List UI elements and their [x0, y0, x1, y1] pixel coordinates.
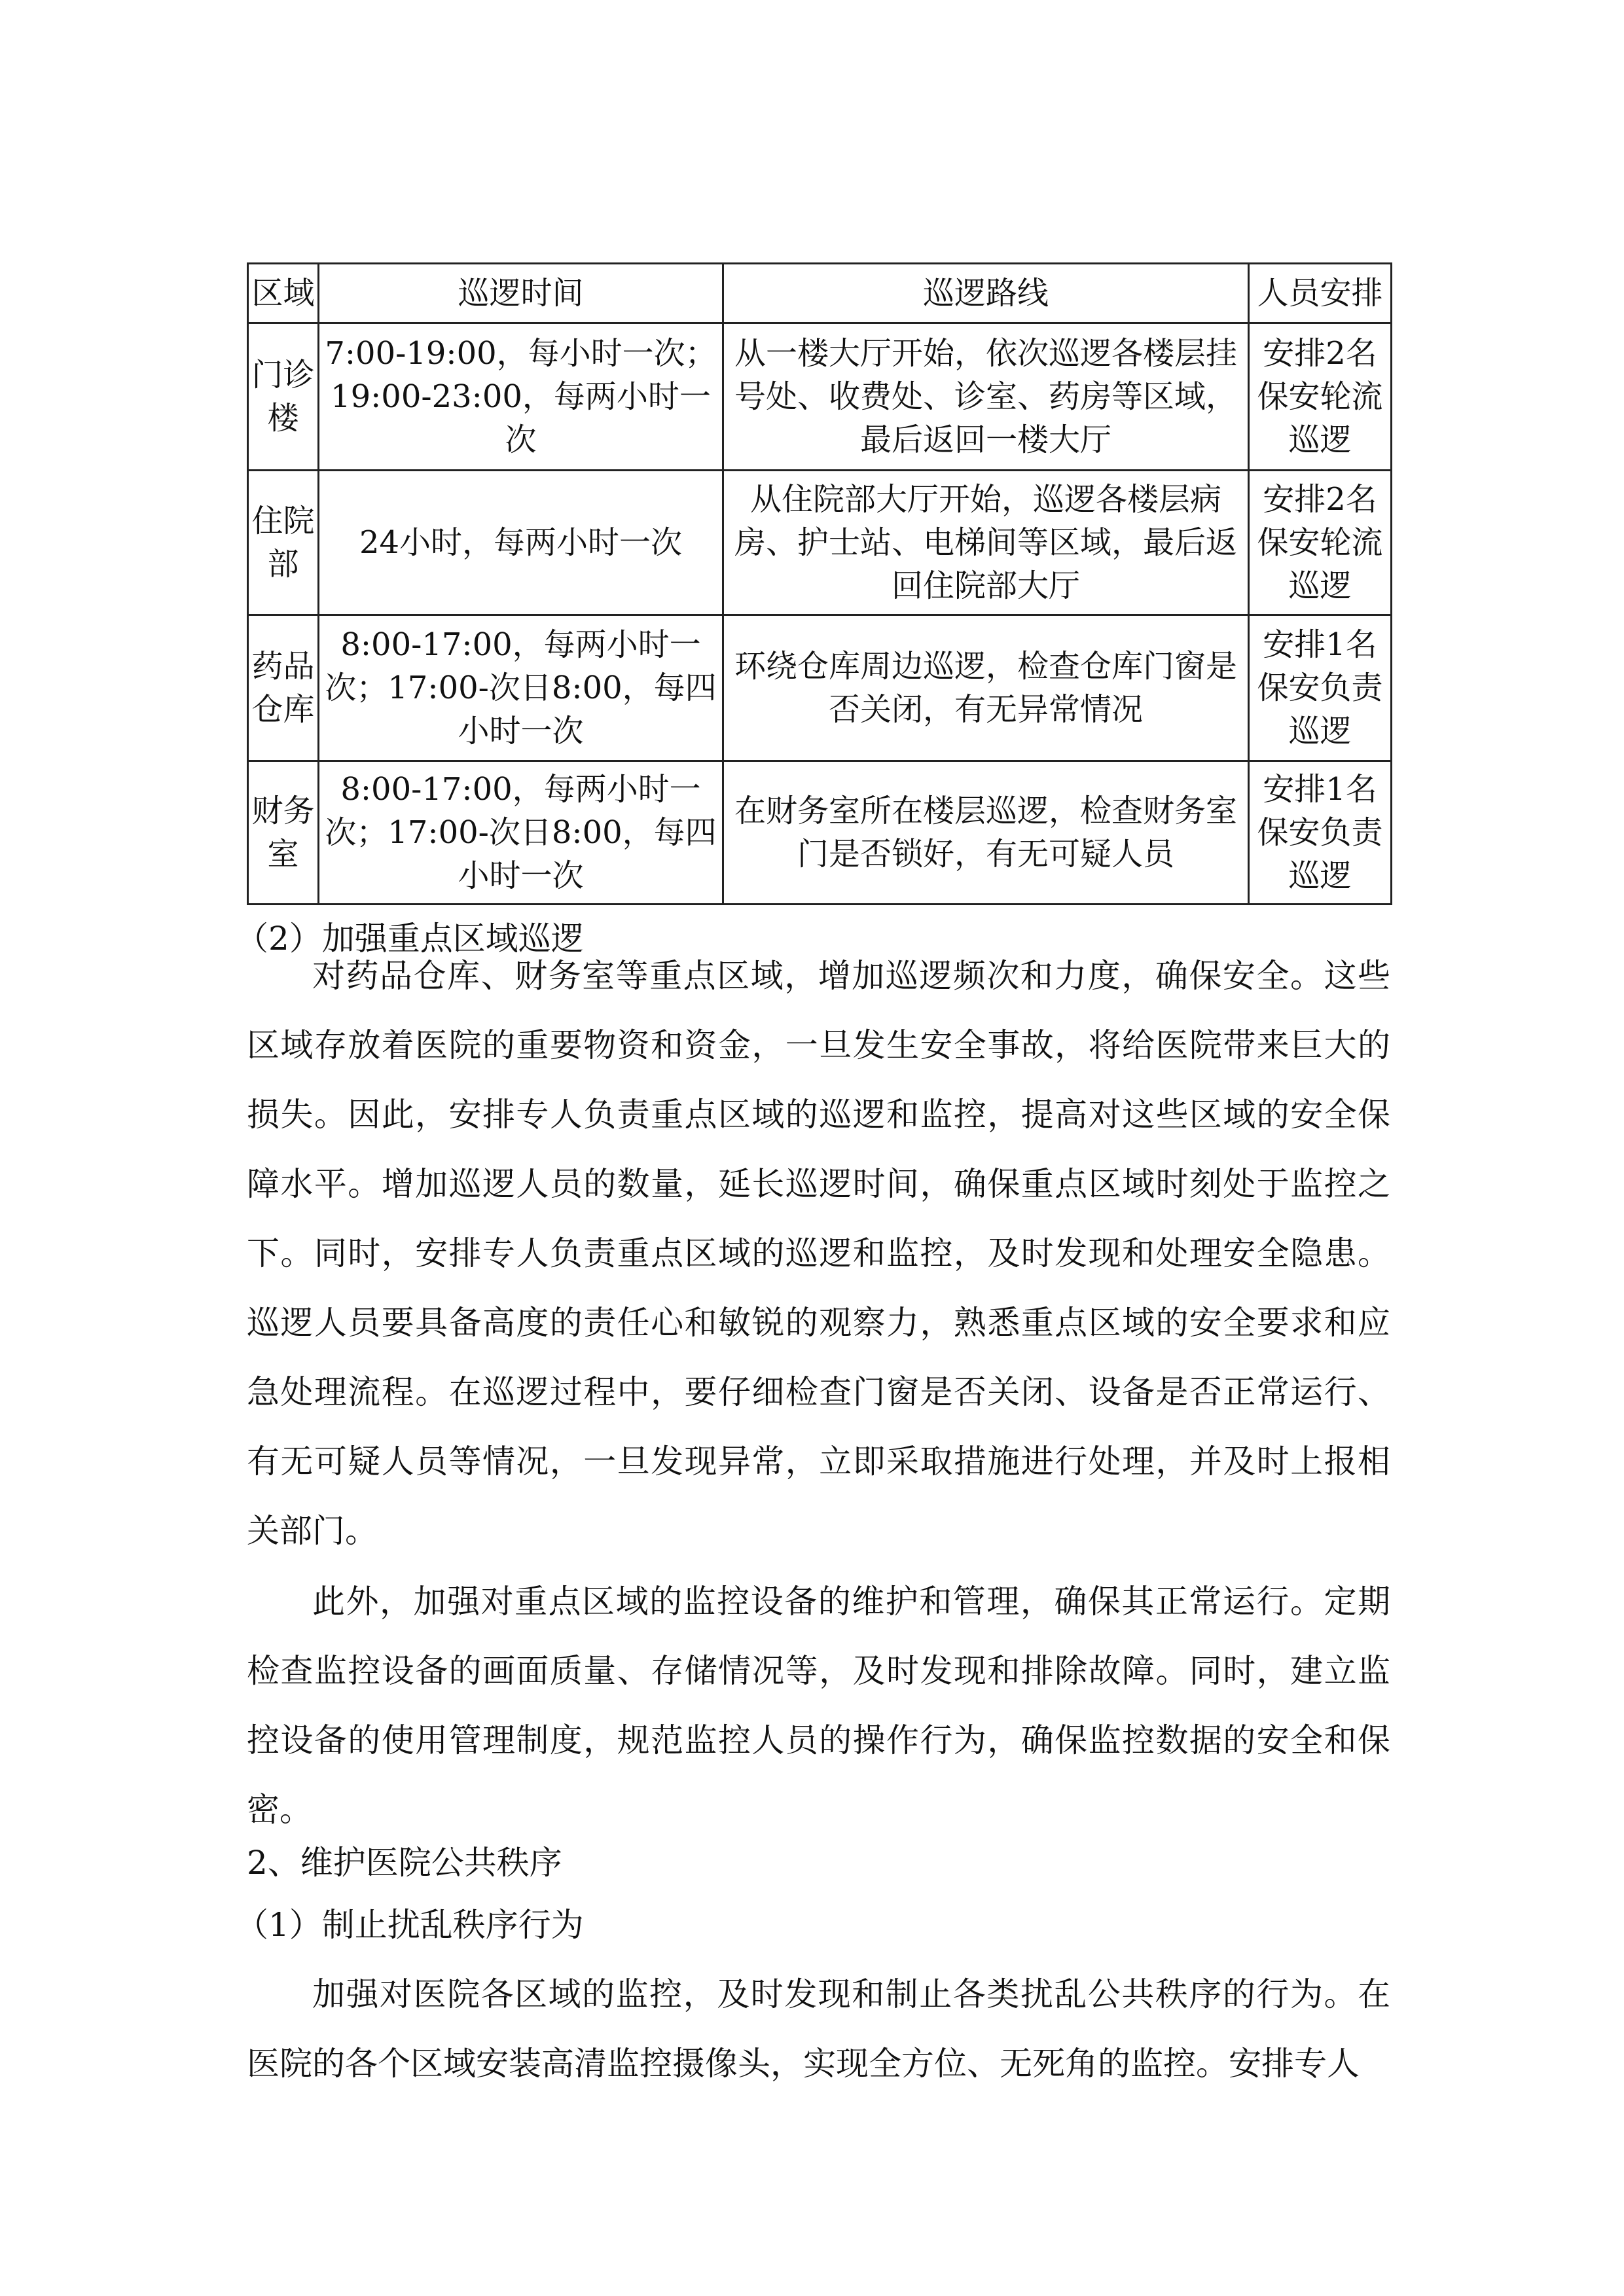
- table-cell: 门诊楼: [248, 323, 319, 471]
- table-cell: 安排1名保安负责巡逻: [1249, 761, 1392, 905]
- table-cell: 7:00-19:00，每小时一次；19:00-23:00，每两小时一次: [319, 323, 723, 471]
- table-row: [248, 615, 1392, 761]
- paragraph: 加强对医院各区域的监控，及时发现和制止各类扰乱公共秩序的行为。在医院的各个区域安装高清监控摄像头，实现全方位、无死角的监控。安排专人: [247, 1975, 1390, 2083]
- section-heading: 2、维护医院公共秩序: [247, 1844, 562, 1882]
- table-header-row: [248, 264, 1392, 323]
- table-cell: 财务室: [248, 761, 319, 905]
- paragraph: 此外，加强对重点区域的监控设备的维护和管理，确保其正常运行。定期检查监控设备的画面质量、存储情况等，及时发现和排除故障。同时，建立监控设备的使用管理制度，规范监控人员的操作行为，确保监控数据的安全和保密。: [247, 1583, 1390, 1829]
- header-cell: 区域: [248, 264, 319, 323]
- subheading: （1）制止扰乱秩序行为: [236, 1906, 584, 1944]
- header-cell: 巡逻路线: [723, 264, 1249, 323]
- table-row: [248, 323, 1392, 471]
- table-cell: 从住院部大厅开始，巡逻各楼层病房、护士站、电梯间等区域，最后返回住院部大厅: [723, 471, 1249, 615]
- table-cell: 环绕仓库周边巡逻，检查仓库门窗是否关闭，有无异常情况: [723, 615, 1249, 761]
- table-cell: 8:00-17:00，每两小时一次；17:00-次日8:00，每四小时一次: [319, 761, 723, 905]
- table-cell: 安排2名保安轮流巡逻: [1249, 471, 1392, 615]
- table-row: [248, 471, 1392, 615]
- table-cell: 24小时，每两小时一次: [319, 471, 723, 615]
- table-cell: 8:00-17:00，每两小时一次；17:00-次日8:00，每四小时一次: [319, 615, 723, 761]
- table-cell: 住院部: [248, 471, 319, 615]
- patrol-schedule-table: [247, 262, 1392, 905]
- header-cell: 巡逻时间: [319, 264, 723, 323]
- subheading: （2）加强重点区域巡逻: [236, 920, 584, 958]
- table-cell: 药品仓库: [248, 615, 319, 761]
- table-cell: 安排2名保安轮流巡逻: [1249, 323, 1392, 471]
- table-cell: 安排1名保安负责巡逻: [1249, 615, 1392, 761]
- paragraph: 对药品仓库、财务室等重点区域，增加巡逻频次和力度，确保安全。这些区域存放着医院的重要物资和资金，一旦发生安全事故，将给医院带来巨大的损失。因此，安排专人负责重点区域的巡逻和监控，提高对这些区域的安全保障水平。增加巡逻人员的数量，延长巡逻时间，确保重点区域时刻处于监控之下。同时，安排专人负责重点区域的巡逻和监控，及时发现和处理安全隐患。巡逻人员要具备高度的责任心和敏锐的观察力，熟悉重点区域的安全要求和应急处理流程。在巡逻过程中，要仔细检查门窗是否关闭、设备是否正常运行、有无可疑人员等情况，一旦发现异常，立即采取措施进行处理，并及时上报相关部门。: [247, 957, 1390, 1550]
- header-cell: 人员安排: [1249, 264, 1392, 323]
- table-cell: 在财务室所在楼层巡逻，检查财务室门是否锁好，有无可疑人员: [723, 761, 1249, 905]
- table-cell: 从一楼大厅开始，依次巡逻各楼层挂号处、收费处、诊室、药房等区域，最后返回一楼大厅: [723, 323, 1249, 471]
- table-row: [248, 761, 1392, 905]
